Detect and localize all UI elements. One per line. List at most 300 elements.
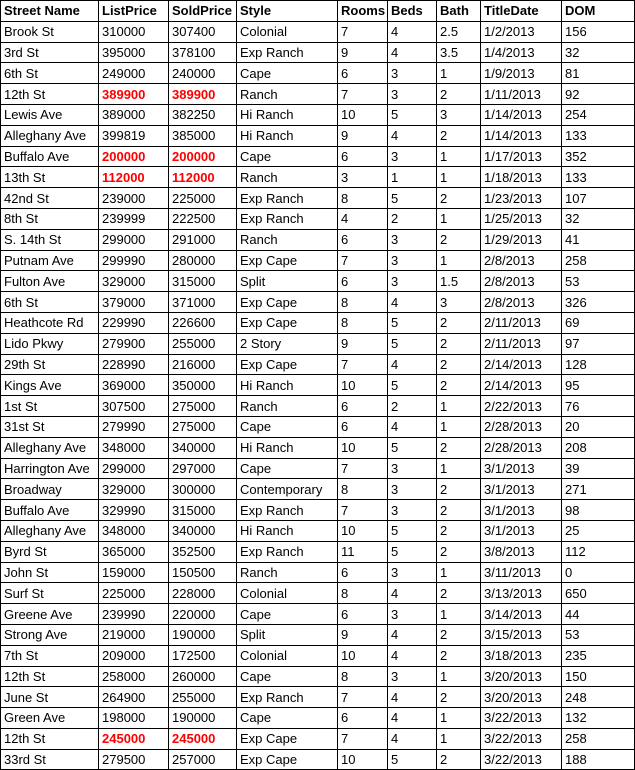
- cell-list-price: 399819: [99, 125, 169, 146]
- cell-title-date: 3/13/2013: [481, 583, 562, 604]
- cell-rooms: 6: [338, 146, 388, 167]
- cell-style: Exp Cape: [237, 312, 338, 333]
- cell-list-price: 112000: [99, 167, 169, 188]
- cell-title-date: 3/11/2013: [481, 562, 562, 583]
- cell-bath: 2: [437, 312, 481, 333]
- cell-style: Ranch: [237, 229, 338, 250]
- cell-bath: 1: [437, 458, 481, 479]
- cell-style: Exp Ranch: [237, 188, 338, 209]
- cell-street-name: Strong Ave: [1, 624, 99, 645]
- cell-beds: 5: [388, 541, 437, 562]
- cell-rooms: 6: [338, 396, 388, 417]
- cell-rooms: 10: [338, 104, 388, 125]
- cell-bath: 2: [437, 541, 481, 562]
- cell-beds: 4: [388, 354, 437, 375]
- cell-bath: 2: [437, 645, 481, 666]
- cell-style: Exp Ranch: [237, 500, 338, 521]
- cell-dom: 254: [562, 104, 635, 125]
- column-header-list-price: ListPrice: [99, 1, 169, 22]
- cell-list-price: 329990: [99, 500, 169, 521]
- cell-style: Colonial: [237, 645, 338, 666]
- cell-dom: 53: [562, 271, 635, 292]
- cell-style: Cape: [237, 708, 338, 729]
- cell-bath: 3.5: [437, 42, 481, 63]
- cell-sold-price: 275000: [169, 396, 237, 417]
- cell-style: Hi Ranch: [237, 125, 338, 146]
- cell-dom: 97: [562, 333, 635, 354]
- cell-title-date: 2/8/2013: [481, 271, 562, 292]
- cell-rooms: 4: [338, 208, 388, 229]
- cell-dom: 20: [562, 416, 635, 437]
- cell-bath: 1: [437, 208, 481, 229]
- cell-sold-price: 222500: [169, 208, 237, 229]
- cell-style: Cape: [237, 458, 338, 479]
- cell-title-date: 3/20/2013: [481, 666, 562, 687]
- table-row: [1, 562, 635, 583]
- cell-beds: 3: [388, 458, 437, 479]
- table-row: [1, 292, 635, 313]
- cell-bath: 2.5: [437, 21, 481, 42]
- cell-list-price: 258000: [99, 666, 169, 687]
- column-header-sold-price: SoldPrice: [169, 1, 237, 22]
- cell-street-name: Byrd St: [1, 541, 99, 562]
- cell-rooms: 8: [338, 666, 388, 687]
- cell-dom: 81: [562, 63, 635, 84]
- table-row: [1, 728, 635, 749]
- cell-street-name: Alleghany Ave: [1, 520, 99, 541]
- cell-rooms: 7: [338, 84, 388, 105]
- cell-street-name: Harrington Ave: [1, 458, 99, 479]
- cell-rooms: 10: [338, 375, 388, 396]
- cell-rooms: 7: [338, 458, 388, 479]
- cell-list-price: 379000: [99, 292, 169, 313]
- table-row: [1, 396, 635, 417]
- cell-beds: 1: [388, 167, 437, 188]
- cell-list-price: 348000: [99, 437, 169, 458]
- cell-beds: 4: [388, 292, 437, 313]
- cell-beds: 3: [388, 604, 437, 625]
- cell-list-price: 310000: [99, 21, 169, 42]
- cell-sold-price: 350000: [169, 375, 237, 396]
- cell-rooms: 6: [338, 63, 388, 84]
- table-row: [1, 250, 635, 271]
- cell-street-name: Brook St: [1, 21, 99, 42]
- cell-style: 2 Story: [237, 333, 338, 354]
- cell-bath: 2: [437, 749, 481, 770]
- cell-title-date: 2/11/2013: [481, 312, 562, 333]
- cell-list-price: 219000: [99, 624, 169, 645]
- cell-list-price: 299990: [99, 250, 169, 271]
- cell-list-price: 329000: [99, 271, 169, 292]
- table-row: [1, 583, 635, 604]
- cell-dom: 41: [562, 229, 635, 250]
- cell-sold-price: 291000: [169, 229, 237, 250]
- cell-list-price: 264900: [99, 687, 169, 708]
- cell-list-price: 239000: [99, 188, 169, 209]
- cell-street-name: Heathcote Rd: [1, 312, 99, 333]
- cell-rooms: 7: [338, 354, 388, 375]
- cell-list-price: 279990: [99, 416, 169, 437]
- cell-bath: 3: [437, 292, 481, 313]
- cell-bath: 1: [437, 63, 481, 84]
- cell-beds: 5: [388, 375, 437, 396]
- cell-sold-price: 340000: [169, 437, 237, 458]
- cell-title-date: 1/25/2013: [481, 208, 562, 229]
- cell-list-price: 209000: [99, 645, 169, 666]
- cell-street-name: Fulton Ave: [1, 271, 99, 292]
- cell-bath: 1.5: [437, 271, 481, 292]
- cell-title-date: 1/14/2013: [481, 125, 562, 146]
- table-row: [1, 749, 635, 770]
- cell-street-name: 6th St: [1, 292, 99, 313]
- cell-rooms: 8: [338, 583, 388, 604]
- cell-beds: 5: [388, 312, 437, 333]
- cell-bath: 2: [437, 84, 481, 105]
- table-row: [1, 312, 635, 333]
- cell-list-price: 329000: [99, 479, 169, 500]
- cell-style: Cape: [237, 416, 338, 437]
- cell-dom: 112: [562, 541, 635, 562]
- cell-street-name: Alleghany Ave: [1, 125, 99, 146]
- cell-title-date: 2/28/2013: [481, 416, 562, 437]
- cell-beds: 4: [388, 645, 437, 666]
- cell-beds: 3: [388, 562, 437, 583]
- cell-sold-price: 240000: [169, 63, 237, 84]
- cell-bath: 2: [437, 125, 481, 146]
- cell-street-name: Buffalo Ave: [1, 500, 99, 521]
- cell-style: Exp Cape: [237, 749, 338, 770]
- cell-beds: 5: [388, 749, 437, 770]
- cell-list-price: 389900: [99, 84, 169, 105]
- cell-title-date: 2/8/2013: [481, 292, 562, 313]
- cell-dom: 133: [562, 167, 635, 188]
- cell-bath: 2: [437, 333, 481, 354]
- table-row: [1, 416, 635, 437]
- cell-rooms: 10: [338, 749, 388, 770]
- cell-title-date: 3/15/2013: [481, 624, 562, 645]
- cell-dom: 156: [562, 21, 635, 42]
- cell-sold-price: 280000: [169, 250, 237, 271]
- table-row: [1, 167, 635, 188]
- cell-street-name: 12th St: [1, 728, 99, 749]
- cell-sold-price: 378100: [169, 42, 237, 63]
- table-row: [1, 458, 635, 479]
- cell-dom: 132: [562, 708, 635, 729]
- cell-bath: 1: [437, 396, 481, 417]
- cell-dom: 133: [562, 125, 635, 146]
- cell-sold-price: 297000: [169, 458, 237, 479]
- cell-sold-price: 150500: [169, 562, 237, 583]
- cell-list-price: 200000: [99, 146, 169, 167]
- cell-beds: 3: [388, 229, 437, 250]
- cell-rooms: 10: [338, 520, 388, 541]
- cell-rooms: 7: [338, 728, 388, 749]
- table-row: [1, 271, 635, 292]
- table-row: [1, 146, 635, 167]
- cell-title-date: 2/14/2013: [481, 354, 562, 375]
- cell-bath: 1: [437, 167, 481, 188]
- cell-rooms: 6: [338, 271, 388, 292]
- cell-style: Exp Ranch: [237, 42, 338, 63]
- cell-bath: 2: [437, 624, 481, 645]
- cell-rooms: 10: [338, 645, 388, 666]
- cell-beds: 3: [388, 271, 437, 292]
- cell-list-price: 159000: [99, 562, 169, 583]
- cell-street-name: Surf St: [1, 583, 99, 604]
- cell-style: Exp Ranch: [237, 541, 338, 562]
- cell-rooms: 8: [338, 188, 388, 209]
- cell-sold-price: 190000: [169, 708, 237, 729]
- cell-dom: 92: [562, 84, 635, 105]
- cell-list-price: 279900: [99, 333, 169, 354]
- cell-style: Exp Cape: [237, 250, 338, 271]
- cell-rooms: 6: [338, 562, 388, 583]
- cell-street-name: 8th St: [1, 208, 99, 229]
- table-row: [1, 541, 635, 562]
- cell-style: Exp Ranch: [237, 687, 338, 708]
- cell-style: Hi Ranch: [237, 104, 338, 125]
- cell-sold-price: 190000: [169, 624, 237, 645]
- cell-title-date: 3/22/2013: [481, 728, 562, 749]
- cell-list-price: 395000: [99, 42, 169, 63]
- cell-beds: 3: [388, 479, 437, 500]
- cell-list-price: 225000: [99, 583, 169, 604]
- cell-beds: 4: [388, 125, 437, 146]
- cell-dom: 44: [562, 604, 635, 625]
- cell-sold-price: 255000: [169, 333, 237, 354]
- cell-style: Cape: [237, 63, 338, 84]
- cell-sold-price: 300000: [169, 479, 237, 500]
- cell-sold-price: 385000: [169, 125, 237, 146]
- cell-rooms: 6: [338, 229, 388, 250]
- cell-sold-price: 220000: [169, 604, 237, 625]
- cell-sold-price: 382250: [169, 104, 237, 125]
- cell-style: Ranch: [237, 167, 338, 188]
- cell-list-price: 389000: [99, 104, 169, 125]
- cell-style: Hi Ranch: [237, 375, 338, 396]
- column-header-style: Style: [237, 1, 338, 22]
- cell-dom: 0: [562, 562, 635, 583]
- cell-style: Split: [237, 271, 338, 292]
- cell-rooms: 8: [338, 479, 388, 500]
- cell-beds: 5: [388, 188, 437, 209]
- cell-sold-price: 275000: [169, 416, 237, 437]
- cell-sold-price: 389900: [169, 84, 237, 105]
- cell-title-date: 2/11/2013: [481, 333, 562, 354]
- cell-dom: 271: [562, 479, 635, 500]
- column-header-title-date: TitleDate: [481, 1, 562, 22]
- cell-style: Ranch: [237, 562, 338, 583]
- cell-dom: 69: [562, 312, 635, 333]
- cell-street-name: S. 14th St: [1, 229, 99, 250]
- cell-rooms: 9: [338, 125, 388, 146]
- cell-rooms: 11: [338, 541, 388, 562]
- cell-sold-price: 225000: [169, 188, 237, 209]
- cell-beds: 3: [388, 63, 437, 84]
- table-row: [1, 624, 635, 645]
- cell-title-date: 3/22/2013: [481, 749, 562, 770]
- cell-title-date: 3/8/2013: [481, 541, 562, 562]
- cell-style: Cape: [237, 666, 338, 687]
- cell-title-date: 2/22/2013: [481, 396, 562, 417]
- cell-rooms: 7: [338, 500, 388, 521]
- cell-rooms: 6: [338, 708, 388, 729]
- cell-bath: 2: [437, 188, 481, 209]
- cell-street-name: 29th St: [1, 354, 99, 375]
- cell-beds: 4: [388, 624, 437, 645]
- table-row: [1, 354, 635, 375]
- table-row: [1, 188, 635, 209]
- cell-dom: 188: [562, 749, 635, 770]
- cell-style: Ranch: [237, 396, 338, 417]
- cell-title-date: 2/28/2013: [481, 437, 562, 458]
- cell-bath: 2: [437, 479, 481, 500]
- cell-beds: 4: [388, 416, 437, 437]
- cell-list-price: 228990: [99, 354, 169, 375]
- cell-street-name: 13th St: [1, 167, 99, 188]
- table-row: [1, 208, 635, 229]
- cell-bath: 1: [437, 604, 481, 625]
- cell-street-name: 1st St: [1, 396, 99, 417]
- cell-sold-price: 245000: [169, 728, 237, 749]
- cell-sold-price: 226600: [169, 312, 237, 333]
- cell-style: Exp Cape: [237, 728, 338, 749]
- table-row: [1, 708, 635, 729]
- cell-title-date: 3/20/2013: [481, 687, 562, 708]
- cell-style: Exp Ranch: [237, 208, 338, 229]
- cell-dom: 258: [562, 728, 635, 749]
- table-row: [1, 604, 635, 625]
- cell-list-price: 239999: [99, 208, 169, 229]
- cell-sold-price: 352500: [169, 541, 237, 562]
- column-header-dom: DOM: [562, 1, 635, 22]
- cell-street-name: 12th St: [1, 666, 99, 687]
- cell-beds: 3: [388, 666, 437, 687]
- cell-bath: 2: [437, 583, 481, 604]
- cell-list-price: 249000: [99, 63, 169, 84]
- cell-bath: 2: [437, 354, 481, 375]
- cell-title-date: 1/14/2013: [481, 104, 562, 125]
- table-row: [1, 63, 635, 84]
- cell-list-price: 299000: [99, 458, 169, 479]
- table-row: [1, 125, 635, 146]
- cell-title-date: 1/29/2013: [481, 229, 562, 250]
- cell-street-name: John St: [1, 562, 99, 583]
- cell-sold-price: 216000: [169, 354, 237, 375]
- cell-dom: 25: [562, 520, 635, 541]
- cell-street-name: 33rd St: [1, 749, 99, 770]
- cell-sold-price: 257000: [169, 749, 237, 770]
- table-row: [1, 104, 635, 125]
- cell-title-date: 3/1/2013: [481, 458, 562, 479]
- cell-dom: 258: [562, 250, 635, 271]
- cell-title-date: 1/9/2013: [481, 63, 562, 84]
- column-header-bath: Bath: [437, 1, 481, 22]
- cell-bath: 3: [437, 104, 481, 125]
- cell-bath: 2: [437, 229, 481, 250]
- column-header-rooms: Rooms: [338, 1, 388, 22]
- column-header-beds: Beds: [388, 1, 437, 22]
- cell-street-name: Kings Ave: [1, 375, 99, 396]
- cell-dom: 650: [562, 583, 635, 604]
- cell-rooms: 3: [338, 167, 388, 188]
- cell-sold-price: 255000: [169, 687, 237, 708]
- cell-rooms: 8: [338, 312, 388, 333]
- cell-sold-price: 112000: [169, 167, 237, 188]
- cell-street-name: Lido Pkwy: [1, 333, 99, 354]
- table-row: [1, 375, 635, 396]
- cell-list-price: 307500: [99, 396, 169, 417]
- cell-rooms: 9: [338, 333, 388, 354]
- cell-title-date: 2/14/2013: [481, 375, 562, 396]
- cell-street-name: 31st St: [1, 416, 99, 437]
- cell-title-date: 1/17/2013: [481, 146, 562, 167]
- cell-list-price: 239990: [99, 604, 169, 625]
- cell-beds: 3: [388, 146, 437, 167]
- cell-sold-price: 307400: [169, 21, 237, 42]
- cell-street-name: 12th St: [1, 84, 99, 105]
- cell-dom: 32: [562, 208, 635, 229]
- cell-rooms: 6: [338, 416, 388, 437]
- cell-sold-price: 260000: [169, 666, 237, 687]
- cell-dom: 95: [562, 375, 635, 396]
- cell-beds: 4: [388, 708, 437, 729]
- cell-street-name: 6th St: [1, 63, 99, 84]
- table-row: [1, 21, 635, 42]
- table-row: [1, 42, 635, 63]
- cell-dom: 32: [562, 42, 635, 63]
- cell-beds: 5: [388, 333, 437, 354]
- cell-bath: 1: [437, 416, 481, 437]
- cell-sold-price: 315000: [169, 271, 237, 292]
- cell-rooms: 9: [338, 42, 388, 63]
- cell-street-name: 3rd St: [1, 42, 99, 63]
- cell-rooms: 10: [338, 437, 388, 458]
- cell-street-name: 7th St: [1, 645, 99, 666]
- cell-street-name: Green Ave: [1, 708, 99, 729]
- cell-beds: 3: [388, 250, 437, 271]
- cell-dom: 76: [562, 396, 635, 417]
- cell-title-date: 3/18/2013: [481, 645, 562, 666]
- cell-bath: 2: [437, 520, 481, 541]
- cell-list-price: 348000: [99, 520, 169, 541]
- cell-style: Cape: [237, 604, 338, 625]
- cell-title-date: 3/1/2013: [481, 479, 562, 500]
- cell-title-date: 2/8/2013: [481, 250, 562, 271]
- cell-street-name: Greene Ave: [1, 604, 99, 625]
- table-row: [1, 333, 635, 354]
- cell-dom: 235: [562, 645, 635, 666]
- header-row: [1, 1, 635, 22]
- cell-bath: 2: [437, 437, 481, 458]
- cell-street-name: Lewis Ave: [1, 104, 99, 125]
- cell-style: Cape: [237, 146, 338, 167]
- cell-title-date: 3/1/2013: [481, 520, 562, 541]
- cell-beds: 4: [388, 42, 437, 63]
- cell-title-date: 3/1/2013: [481, 500, 562, 521]
- cell-street-name: Buffalo Ave: [1, 146, 99, 167]
- cell-dom: 326: [562, 292, 635, 313]
- table-row: [1, 84, 635, 105]
- cell-bath: 1: [437, 708, 481, 729]
- cell-list-price: 299000: [99, 229, 169, 250]
- cell-dom: 352: [562, 146, 635, 167]
- cell-sold-price: 340000: [169, 520, 237, 541]
- cell-dom: 98: [562, 500, 635, 521]
- table-row: [1, 520, 635, 541]
- cell-bath: 1: [437, 562, 481, 583]
- cell-sold-price: 200000: [169, 146, 237, 167]
